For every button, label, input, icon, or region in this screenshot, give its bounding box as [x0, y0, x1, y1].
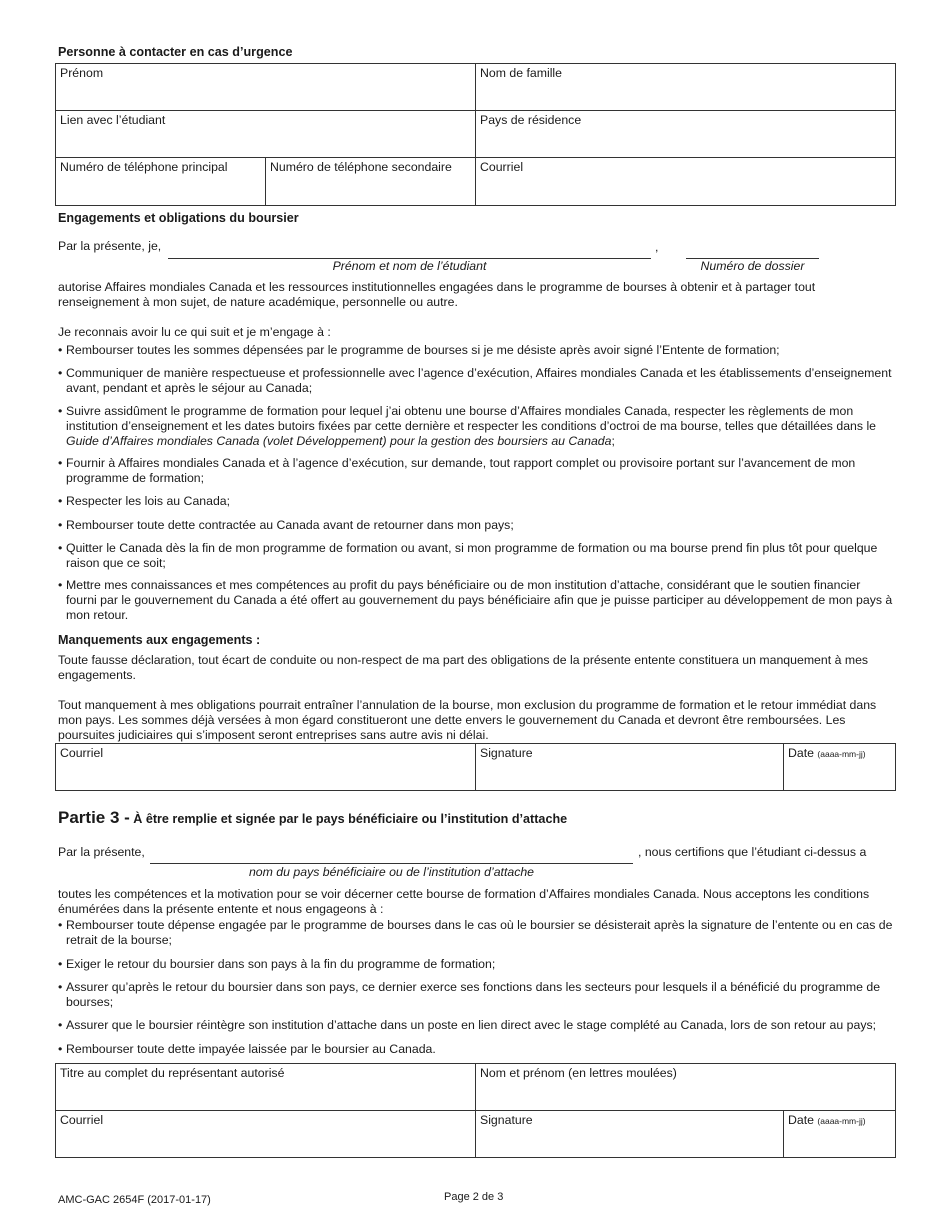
rep-date-label: Date: [788, 1113, 814, 1127]
phone-secondary-label: Numéro de téléphone secondaire: [270, 160, 452, 174]
list-item: • Rembourser toutes les sommes dépensées par le programme de bourses si je me désiste après avoir signé l’Entente de formation;: [58, 343, 894, 358]
country-institution-line[interactable]: [150, 863, 633, 864]
list-item: • Rembourser toute dépense engagée par le programme de bourses dans le cas où le boursier se désisterait après la signature de l’entente ou en cas de retrait de la bourse;: [58, 918, 894, 948]
first-name-field[interactable]: [55, 63, 476, 111]
country-field[interactable]: [475, 110, 896, 158]
par-presente-je: Par la présente, je,: [58, 239, 162, 253]
rep-signature-field[interactable]: [475, 1110, 784, 1158]
relationship-field[interactable]: [55, 110, 476, 158]
relationship-label: Lien avec l’étudiant: [60, 113, 166, 127]
list-item: • Exiger le retour du boursier dans son pays à la fin du programme de formation;: [58, 957, 894, 972]
list-item: • Assurer qu’après le retour du boursier dans son pays, ce dernier exerce ses fonctions dans les secteurs pour lesquels il a bénéficié du programme de bourses;: [58, 980, 894, 1010]
partie3-title: Partie 3 -: [58, 808, 130, 827]
partie3-header: [58, 810, 567, 827]
rep-signature-label: Signature: [480, 1113, 533, 1127]
manquements-heading: Manquements aux engagements :: [58, 633, 261, 647]
student-signature-label: Signature: [480, 746, 533, 760]
student-email-field[interactable]: [55, 743, 476, 791]
rep-title-label: Titre au complet du représentant autorisé: [60, 1066, 285, 1080]
list-item: • Quitter le Canada dès la fin de mon programme de formation ou avant, si mon programme de formation ou ma bourse prend fin plus tôt pour quelque raison que ce soit;: [58, 541, 894, 571]
list-item: • Mettre mes connaissances et mes compétences au profit du pays bénéficiaire ou de mon institution d’attache, considérant que le soutien financier fourni par le gouvernement du Canada a été offert au gouvernement du pays bénéficiaire afin que je puisse participer au développement de mon pays à mon retour.: [58, 578, 894, 623]
file-number-caption: Numéro de dossier: [700, 259, 805, 273]
list-item: • Communiquer de manière respectueuse et professionnelle avec l’agence d’exécution, Affaires mondiales Canada et les établissements d’enseignement avant, pendant et après le séjour au Canada;: [58, 366, 894, 396]
phone-primary-label: Numéro de téléphone principal: [60, 160, 228, 174]
phone-primary-field[interactable]: [55, 157, 266, 206]
last-name-label: Nom de famille: [480, 66, 563, 80]
rep-title-field[interactable]: [55, 1063, 476, 1111]
comma-separator: ,: [655, 240, 659, 254]
manquements-para-2: Tout manquement à mes obligations pourrait entraîner l’annulation de la bourse, mon exclusion du programme de formation et le retour immédiat dans mon pays. Les sommes déjà versées à mon égard constitueront une dette envers le gouvernement du Canada et devront être remboursées. Les poursuites judiciaires qui s’imposent seront entreprises sans autre avis ni délai.: [58, 698, 877, 742]
bullet-text: Suivre assidûment le programme de formation pour lequel j’ai obtenu une bourse d’Affaires mondiales Canada, respecter les règlements de mon institution d’enseignement et les dates butoirs fixées par cette dernière et respecter les conditions d’octroi de ma bourse, telles que détaillées dans le: [66, 404, 877, 433]
emergency-heading: Personne à contacter en cas d’urgence: [58, 45, 293, 59]
authorize-paragraph: autorise Affaires mondiales Canada et les ressources institutionnelles engagées dans le programme de bourses à obtenir et à partager tout renseignement à mon sujet, de nature académique, personnelle ou autre.: [58, 280, 816, 309]
rep-name-field[interactable]: [475, 1063, 896, 1111]
first-name-label: Prénom: [60, 66, 104, 80]
last-name-field[interactable]: [475, 63, 896, 111]
country-label: Pays de résidence: [480, 113, 582, 127]
guide-reference: Guide d’Affaires mondiales Canada (volet Développement) pour la gestion des boursiers au Canada: [66, 434, 612, 448]
manquements-para-1: Toute fausse déclaration, tout écart de conduite ou non-respect de ma part des obligations de la présente entente constituera un manquement à mes engagements.: [58, 653, 869, 682]
page-number: Page 2 de 3: [444, 1191, 504, 1203]
emergency-email-label: Courriel: [480, 160, 524, 174]
phone-secondary-field[interactable]: [265, 157, 476, 206]
partie3-certify: , nous certifions que l’étudiant ci-dessus a: [638, 845, 867, 859]
partie3-subtitle: À être remplie et signée par le pays bénéficiaire ou l’institution d’attache: [133, 812, 568, 826]
guide-end: ;: [611, 434, 615, 448]
emergency-email-field[interactable]: [475, 157, 896, 206]
student-name-caption: Prénom et nom de l’étudiant: [332, 259, 487, 273]
student-date-format: (aaaa-mm-jj): [817, 749, 866, 759]
list-item: • Rembourser toute dette impayée laissée par le boursier au Canada.: [58, 1042, 894, 1057]
engagements-heading: Engagements et obligations du boursier: [58, 211, 299, 225]
student-date-label: Date: [788, 746, 814, 760]
list-item: [58, 404, 894, 449]
student-email-label: Courriel: [60, 746, 104, 760]
list-item: • Respecter les lois au Canada;: [58, 494, 894, 509]
form-code: AMC-GAC 2654F (2017-01-17): [58, 1194, 211, 1206]
partie3-paragraph: toutes les compétences et la motivation pour se voir décerner cette bourse de formation d’Affaires mondiales Canada. Nous acceptons les conditions énumérées dans la présente entente et nous engageons à :: [58, 887, 870, 916]
country-institution-caption: nom du pays bénéficiaire ou de l’institution d’attache: [248, 865, 535, 879]
rep-date-format: (aaaa-mm-jj): [817, 1116, 866, 1126]
list-item: • Fournir à Affaires mondiales Canada et à l’agence d’exécution, sur demande, tout rapport complet ou provisoire portant sur l’avancement de mon programme de formation;: [58, 456, 894, 486]
rep-name-label: Nom et prénom (en lettres moulées): [480, 1066, 677, 1080]
list-item: • Assurer que le boursier réintègre son institution d’attache dans un poste en lien direct avec le stage complété au Canada, lors de son retour au pays;: [58, 1018, 894, 1033]
rep-email-label: Courriel: [60, 1113, 104, 1127]
student-signature-field[interactable]: [475, 743, 784, 791]
partie3-par-presente: Par la présente,: [58, 845, 145, 859]
rep-email-field[interactable]: [55, 1110, 476, 1158]
student-date-field[interactable]: [783, 743, 896, 791]
engagement-intro: Je reconnais avoir lu ce qui suit et je m’engage à :: [58, 325, 331, 339]
rep-date-field[interactable]: [783, 1110, 896, 1158]
list-item: • Rembourser toute dette contractée au Canada avant de retourner dans mon pays;: [58, 518, 894, 533]
